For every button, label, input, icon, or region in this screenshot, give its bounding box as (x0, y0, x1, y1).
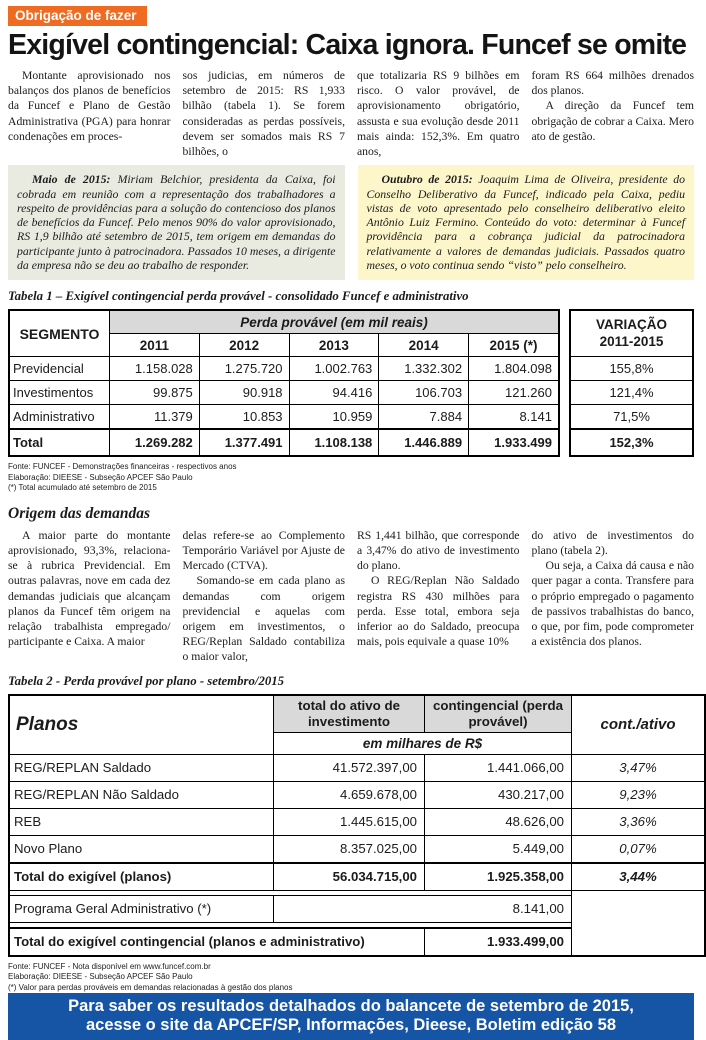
footnote: Fonte: FUNCEF - Demonstrações financeiras - respectivos anos (8, 462, 237, 472)
empty-ratio-cell (572, 890, 706, 956)
value-cell: 7.884 (379, 405, 469, 430)
table-row-total (570, 429, 693, 456)
variation-cell: 121,4% (570, 380, 693, 404)
footnote: Elaboração: DIEESE - Subseção APCEF São Paulo (8, 472, 193, 482)
origem-column-3 (357, 528, 520, 665)
segment-cell: Total (9, 429, 110, 456)
paragraph: RS 1,441 bilhão, que corresponde a 3,47% do ativo de investimento do plano. (357, 528, 520, 573)
year-header: 2015 (*) (469, 334, 559, 357)
value-cell: 1.933.499 (469, 429, 559, 456)
footnote: Fonte: FUNCEF - Nota disponível em www.funcef.com.br (8, 961, 211, 971)
table2-header-ratio: cont./ativo (572, 695, 706, 755)
footer-line-2: acesse o site da APCEF/SP, Informações, Dieese, Boletim edição 58 (85, 1015, 617, 1034)
value-cell: 5.449,00 (425, 835, 572, 863)
ratio-cell: 0,07% (572, 835, 706, 863)
category-tag: Obrigação de fazer (8, 6, 147, 26)
paragraph: que totalizaria RS 9 bilhões em risco. O valor provável, de aprovisionamento obrigatório, assusta e sua evolução desde 2011 mais ainda: 152,3%. Em quatro anos, (357, 69, 520, 159)
value-cell: 56.034.715,00 (274, 863, 425, 891)
plan-cell: Novo Plano (9, 835, 274, 863)
segment-cell: Administrativo (9, 405, 110, 430)
table-row (9, 781, 705, 808)
table1 (8, 309, 560, 457)
paragraph: sos judicias, em números de setembro de 2015: RS 1,933 bilhão (tabela 1). Se forem consideradas as perdas possíveis, devem ser somados mais RS 7 bilhões, o (182, 69, 345, 159)
value-cell: 8.141,00 (274, 895, 572, 922)
highlight-boxes (8, 165, 694, 280)
footnote: (*) Total acumulado até setembro de 2015 (8, 483, 157, 493)
value-cell: 10.959 (289, 405, 379, 430)
intro-column-3 (357, 68, 520, 159)
footnote: (*) Valor para perdas prováveis em demandas relacionadas à gestão dos planos (8, 982, 293, 992)
box-text: Miriam Belchior, presidenta da Caixa, foi cobrada em reunião com a representação dos trabalhadores a respeito de providências para a solução do contencioso dos planos de benefícios da Funcef. Pelo menos 90% do valor aprovisionado, RS 1,9 bilhão até setembro de 2015, tem origem em demandas do participante junto à patrocinadora. Passados 10 meses, a dirigente da empresa não se deu ao trabalho de responder. (17, 172, 336, 272)
ratio-cell: 3,47% (572, 754, 706, 781)
variation-cell: 152,3% (570, 429, 693, 456)
value-cell: 106.703 (379, 381, 469, 405)
segment-cell: Previdencial (9, 357, 110, 381)
value-cell: 10.853 (199, 405, 289, 430)
ratio-cell: 9,23% (572, 781, 706, 808)
paragraph: Montante aprovisionado nos balanços dos planos de benefícios da Funcef e Plano de Gestão Administrativa (PGA) para honrar condenações em proces- (8, 69, 171, 143)
table2 (8, 694, 706, 957)
table-row (9, 381, 559, 405)
paragraph: Ou seja, a Caixa dá causa e não quer pagar a conta. Transfere para o próprio empregado o pagamento de passivos trabalhistas do banco, o que, por fim, pode comprometer a existência dos planos. (531, 559, 694, 649)
paragraph: A direção da Funcef tem obrigação de cobrar a Caixa. Mero ato de gestão. (531, 99, 694, 143)
plan-cell: REG/REPLAN Não Saldado (9, 781, 274, 808)
value-cell: 1.445.615,00 (274, 808, 425, 835)
table-row (570, 404, 693, 429)
origem-column-1 (8, 528, 171, 665)
table-row (570, 380, 693, 404)
value-cell: 1.925.358,00 (425, 863, 572, 891)
footnote: Elaboração: DIEESE - Subseção APCEF São Paulo (8, 972, 193, 982)
paragraph: O REG/Replan Não Saldado registra RS 430 milhões para perda. Esse total, embora seja inferior ao do Saldado, preocupa mais, pois equivale a quase 10% (357, 574, 520, 649)
paragraph: Somando-se em cada plano as demandas com origem previdencial e aquelas com origem em investimentos, o REG/Replan Saldado contabiliza o maior valor, (182, 574, 345, 664)
variation-header (570, 310, 693, 356)
paragraph: foram RS 664 milhões drenados dos planos. (531, 69, 694, 98)
value-cell: 1.002.763 (289, 357, 379, 381)
footer-line-1: Para saber os resultados detalhados do balancete de setembro de 2015, (68, 997, 634, 1016)
value-cell: 1.108.138 (289, 429, 379, 456)
intro-column-4 (532, 68, 695, 159)
table1-footnotes (8, 462, 694, 494)
table-row (9, 405, 559, 430)
value-cell: 41.572.397,00 (274, 754, 425, 781)
variation-cell: 71,5% (570, 404, 693, 429)
table1-header-segment: SEGMENTO (9, 310, 110, 357)
highlight-box-maio (8, 165, 345, 280)
footer-banner (8, 993, 694, 1040)
value-cell: 1.269.282 (110, 429, 200, 456)
value-cell: 8.141 (469, 405, 559, 430)
origem-column-2 (183, 528, 346, 665)
table-row (9, 808, 705, 835)
value-cell: 121.260 (469, 381, 559, 405)
page-title: Exigível contingencial: Caixa ignora. Funcef se omite (8, 29, 687, 61)
plan-cell: REG/REPLAN Saldado (9, 754, 274, 781)
paragraph (17, 172, 336, 272)
table1-group-header: Perda provável (em mil reais) (110, 310, 560, 334)
value-cell: 48.626,00 (425, 808, 572, 835)
paragraph (367, 172, 686, 272)
variation-header-line1: VARIAÇÃO (595, 317, 667, 333)
intro-columns (8, 68, 694, 159)
segment-cell: Investimentos (9, 381, 110, 405)
plan-cell: Programa Geral Administrativo (*) (9, 895, 274, 922)
value-cell: 1.446.889 (379, 429, 469, 456)
value-cell: 1.377.491 (199, 429, 289, 456)
table2-footnotes (8, 962, 694, 994)
value-cell: 11.379 (110, 405, 200, 430)
intro-column-2 (183, 68, 346, 159)
table2-header-planos: Planos (9, 695, 274, 755)
plan-cell: Total do exigível (planos) (9, 863, 274, 891)
value-cell: 4.659.678,00 (274, 781, 425, 808)
value-cell: 94.416 (289, 381, 379, 405)
value-cell: 8.357.025,00 (274, 835, 425, 863)
table1-wrapper (8, 309, 694, 457)
value-cell: 1.933.499,00 (425, 928, 572, 956)
table-row (9, 357, 559, 381)
paragraph: delas refere-se ao Complemento Temporário Variável por Ajuste de Mercado (CTVA). (182, 528, 345, 573)
table2-header-ativo: total do ativo de investimento (274, 695, 425, 733)
table-row (9, 754, 705, 781)
table-row-total (9, 863, 705, 891)
year-header: 2011 (110, 334, 200, 357)
value-cell: 1.332.302 (379, 357, 469, 381)
paragraph: do ativo de investimentos do plano (tabela 2). (531, 528, 694, 557)
plan-cell: Total do exigível contingencial (planos e administrativo) (9, 928, 425, 956)
variation-cell: 155,8% (570, 356, 693, 380)
table2-header-row (9, 695, 705, 733)
table-row-total (9, 429, 559, 456)
variation-table (569, 309, 694, 457)
highlight-box-outubro (358, 165, 695, 280)
value-cell: 1.441.066,00 (425, 754, 572, 781)
intro-column-1 (8, 68, 171, 159)
year-header: 2012 (199, 334, 289, 357)
year-header: 2013 (289, 334, 379, 357)
ratio-cell: 3,36% (572, 808, 706, 835)
box-lead: Outubro de 2015: (381, 172, 473, 187)
section-heading-origem: Origem das demandas (8, 504, 151, 522)
table2-header-contingencial: contingencial (perda provável) (425, 695, 572, 733)
table2-caption: Tabela 2 - Perda provável por plano - setembro/2015 (8, 673, 285, 688)
paragraph: A maior parte do montante aprovisionado, 93,3%, relaciona-se à rubrica Previdencial. Em outras palavras, nove em cada dez demandas judiciais que alcançam planos da Funcef têm origem na relação trabalhista empregado/ participante e Caixa. A maior (8, 528, 171, 649)
table-row (9, 835, 705, 863)
origem-column-4 (532, 528, 695, 665)
value-cell: 1.275.720 (199, 357, 289, 381)
variation-header-line2: 2011-2015 (599, 334, 664, 350)
table-row (570, 356, 693, 380)
value-cell: 430.217,00 (425, 781, 572, 808)
year-header: 2014 (379, 334, 469, 357)
origem-columns (8, 528, 694, 665)
value-cell: 90.918 (199, 381, 289, 405)
box-lead: Maio de 2015: (32, 172, 111, 187)
box-text: Joaquim Lima de Oliveira, presidente do Conselho Deliberativo da Funcef, indicado pela Caixa, pediu vistas de voto apresentado pelo conselheiro deliberativo eleito Antônio Luiz Fermino. Conteúdo do voto: determinar à Funcef providência para a cobrança judicial da patrocinadora relativamente a valores de demandas judiciais. Passados quatro meses, o voto continua sendo “visto” pelo conselheiro. (366, 172, 685, 272)
value-cell: 1.804.098 (469, 357, 559, 381)
value-cell: 1.158.028 (110, 357, 200, 381)
table1-caption: Tabela 1 – Exigível contingencial perda provável - consolidado Funcef e administrativo (8, 289, 469, 304)
value-cell: 99.875 (110, 381, 200, 405)
table2-subheader: em milhares de R$ (274, 732, 572, 754)
ratio-cell: 3,44% (572, 863, 706, 891)
plan-cell: REB (9, 808, 274, 835)
